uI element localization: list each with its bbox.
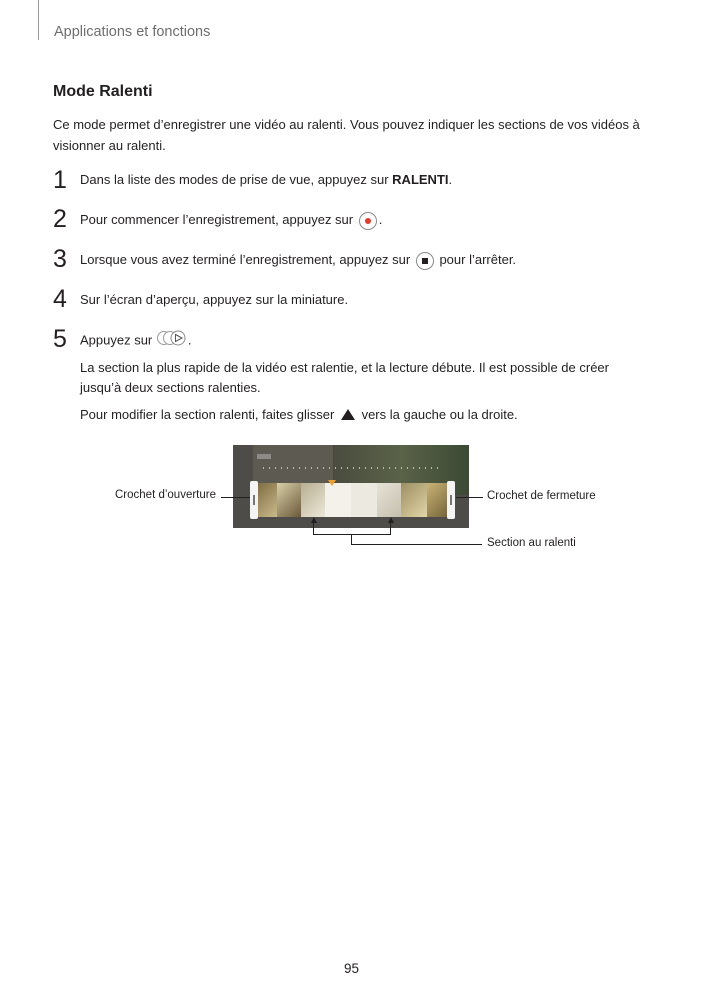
step-5-paragraph-1: La section la plus rapide de la vidéo est ralentie, et la lecture débute. Il est possible de créer jusqu’à deux sections ralenties. xyxy=(80,360,609,395)
step-number-5: 5 xyxy=(53,325,67,353)
step-5-text-after: . xyxy=(187,332,192,348)
step-1-text-before: Dans la liste des modes de prise de vue, appuyez sur xyxy=(80,172,393,187)
closing-bracket-handle[interactable] xyxy=(447,481,455,519)
playhead-marker xyxy=(328,480,336,486)
slow-motion-play-icon xyxy=(156,330,188,352)
bracket-line-stem xyxy=(351,534,352,544)
step-3-text xyxy=(80,250,516,270)
video-frame xyxy=(377,483,401,517)
step-3-text-before: Lorsque vous avez terminé l’enregistrement, appuyez sur xyxy=(80,252,414,267)
callout-line-left xyxy=(221,497,250,498)
record-button-icon xyxy=(359,212,377,230)
callout-opening-bracket: Crochet d’ouverture xyxy=(115,489,216,501)
stop-button-icon xyxy=(416,252,434,270)
video-frame xyxy=(277,483,301,517)
video-frame xyxy=(401,483,427,517)
step-5-paragraph-2 xyxy=(80,405,650,425)
step-1-text xyxy=(80,170,452,190)
slow-section-end-pointer xyxy=(388,517,394,523)
slow-motion-editor-screenshot xyxy=(233,445,469,528)
step-3-text-after: pour l’arrêter. xyxy=(435,252,517,267)
bracket-line-right xyxy=(390,523,391,534)
step-5-text-before: Appuyez sur xyxy=(80,332,156,348)
section-title: Mode Ralenti xyxy=(53,83,153,100)
video-frame xyxy=(255,483,277,517)
callout-slow-section: Section au ralenti xyxy=(487,537,576,549)
slow-section-start-pointer xyxy=(311,517,317,523)
callout-closing-bracket: Crochet de fermeture xyxy=(487,490,596,502)
page-number: 95 xyxy=(343,961,360,976)
header-divider xyxy=(38,0,39,40)
step-4-text: Sur l’écran d’aperçu, appuyez sur la miniature. xyxy=(80,292,349,307)
screenshot-background-left xyxy=(253,445,333,485)
step-1-bold-label: RALENTI xyxy=(392,172,449,187)
callout-line-right xyxy=(456,497,483,498)
step-1-text-after: . xyxy=(448,172,453,187)
triangle-marker-icon xyxy=(341,409,355,420)
step-2-text-before: Pour commencer l’enregistrement, appuyez sur xyxy=(80,212,357,227)
step-number-2: 2 xyxy=(53,205,67,233)
bracket-line-left xyxy=(313,523,314,534)
opening-bracket-handle[interactable] xyxy=(250,481,258,519)
timeline-ticks xyxy=(263,467,443,469)
step-5-paragraph-2-before: Pour modifier la section ralenti, faites glisser xyxy=(80,407,338,422)
callout-line-bottom xyxy=(351,544,482,545)
video-frame-strip xyxy=(255,483,455,517)
step-5-text xyxy=(80,330,192,352)
step-number-4: 4 xyxy=(53,285,67,313)
step-number-1: 1 xyxy=(53,166,67,194)
video-frame-slow-section xyxy=(351,483,377,517)
bracket-line-bottom xyxy=(313,534,391,535)
intro-paragraph: Ce mode permet d’enregistrer une vidéo au ralenti. Vous pouvez indiquer les sections de vos vidéos à visionner au ralenti. xyxy=(53,117,640,153)
screenshot-time-label xyxy=(257,454,271,459)
step-5-paragraph-2-after: vers la gauche ou la droite. xyxy=(357,407,518,422)
video-frame-slow-section xyxy=(325,483,351,517)
header-title: Applications et fonctions xyxy=(54,24,211,40)
step-2-text xyxy=(80,210,382,230)
step-number-3: 3 xyxy=(53,245,67,273)
step-2-text-after: . xyxy=(378,212,383,227)
video-frame xyxy=(301,483,325,517)
